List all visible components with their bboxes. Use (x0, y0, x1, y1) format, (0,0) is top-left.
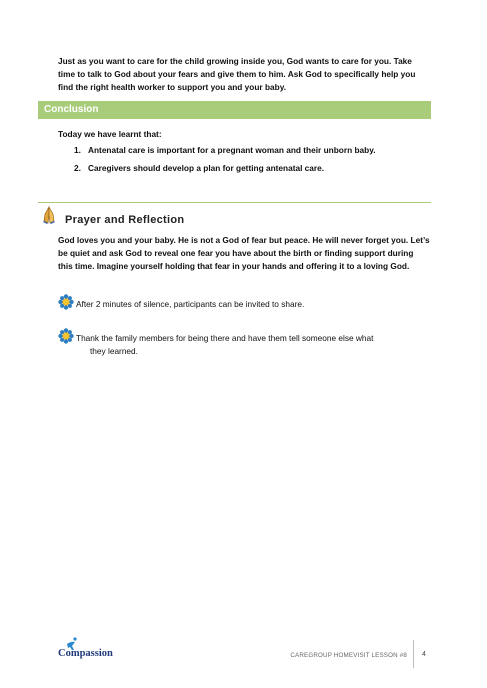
footer-label: CAREGROUP HOMEVISIT LESSON #8 (290, 652, 407, 659)
compassion-logo (58, 637, 128, 663)
prayer-paragraph: God loves you and your baby. He is not a God of fear but peace. He will never forget you. Let’s be quiet and ask God to reveal one fear you have about the birth or finding support during this time. Imagine yourself holding that fear in your hands and offering it to a loving God. (58, 235, 430, 271)
list-item (74, 145, 376, 163)
list-item-text: Antenatal care is important for a pregnant woman and their unborn baby. (88, 145, 376, 155)
conclusion-list (74, 145, 376, 181)
list-item-number: 1. (74, 145, 81, 155)
note-text-line: Thank the family members for being there and have them tell someone else what (76, 333, 374, 343)
page-number: 4 (422, 651, 426, 658)
note-text-line: they learned. (90, 345, 138, 356)
conclusion-header-bar (38, 101, 431, 119)
flower-icon (58, 328, 74, 344)
list-item-text: Caregivers should develop a plan for getting antenatal care. (88, 163, 325, 173)
conclusion-title: Conclusion (44, 104, 99, 115)
conclusion-lead: Today we have learnt that: (58, 129, 162, 139)
flower-icon (58, 294, 74, 310)
prayer-header (38, 202, 431, 233)
prayer-title: Prayer and Reflection (65, 214, 185, 226)
note-text (76, 332, 416, 358)
intro-paragraph: Just as you want to care for the child growing inside you, God wants to care for you. Take time to talk to God about your fears and give them to him. Ask God to specifically help you find the right health worker to support you and your baby. (58, 56, 416, 92)
logo-text: Compassion (58, 648, 113, 659)
praying-hands-icon (42, 206, 56, 224)
footer-divider (413, 640, 414, 668)
note-text: After 2 minutes of silence, participants can be invited to share. (76, 299, 305, 309)
list-item (74, 163, 376, 181)
list-item-number: 2. (74, 163, 81, 173)
